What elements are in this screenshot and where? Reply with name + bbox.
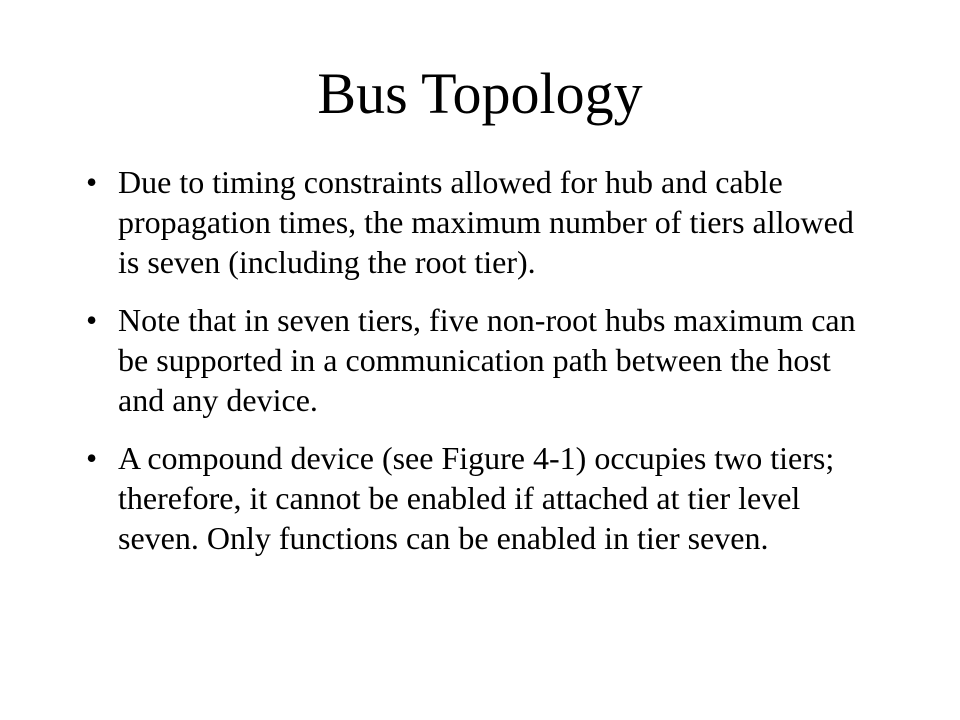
bullet-icon: • bbox=[86, 440, 98, 476]
bullet-text: Note that in seven tiers, five non-root hubs maximum can be supported in a communication path between the host and any device. bbox=[118, 302, 856, 418]
bullet-item-compound-device bbox=[86, 438, 876, 558]
bullet-text: Due to timing constraints allowed for hub and cable propagation times, the maximum number of tiers allowed is seven (including the root tier). bbox=[118, 164, 854, 280]
bullet-item-seven-tiers bbox=[86, 300, 876, 420]
bullet-item-timing-constraints bbox=[86, 162, 876, 282]
bullet-icon: • bbox=[86, 164, 98, 200]
bullet-text: A compound device (see Figure 4-1) occupies two tiers; therefore, it cannot be enabled if attached at tier level seven. Only functions can be enabled in tier seven. bbox=[118, 440, 835, 556]
bullet-list bbox=[86, 162, 876, 576]
slide-title: Bus Topology bbox=[317, 61, 643, 126]
bullet-icon: • bbox=[86, 302, 98, 338]
